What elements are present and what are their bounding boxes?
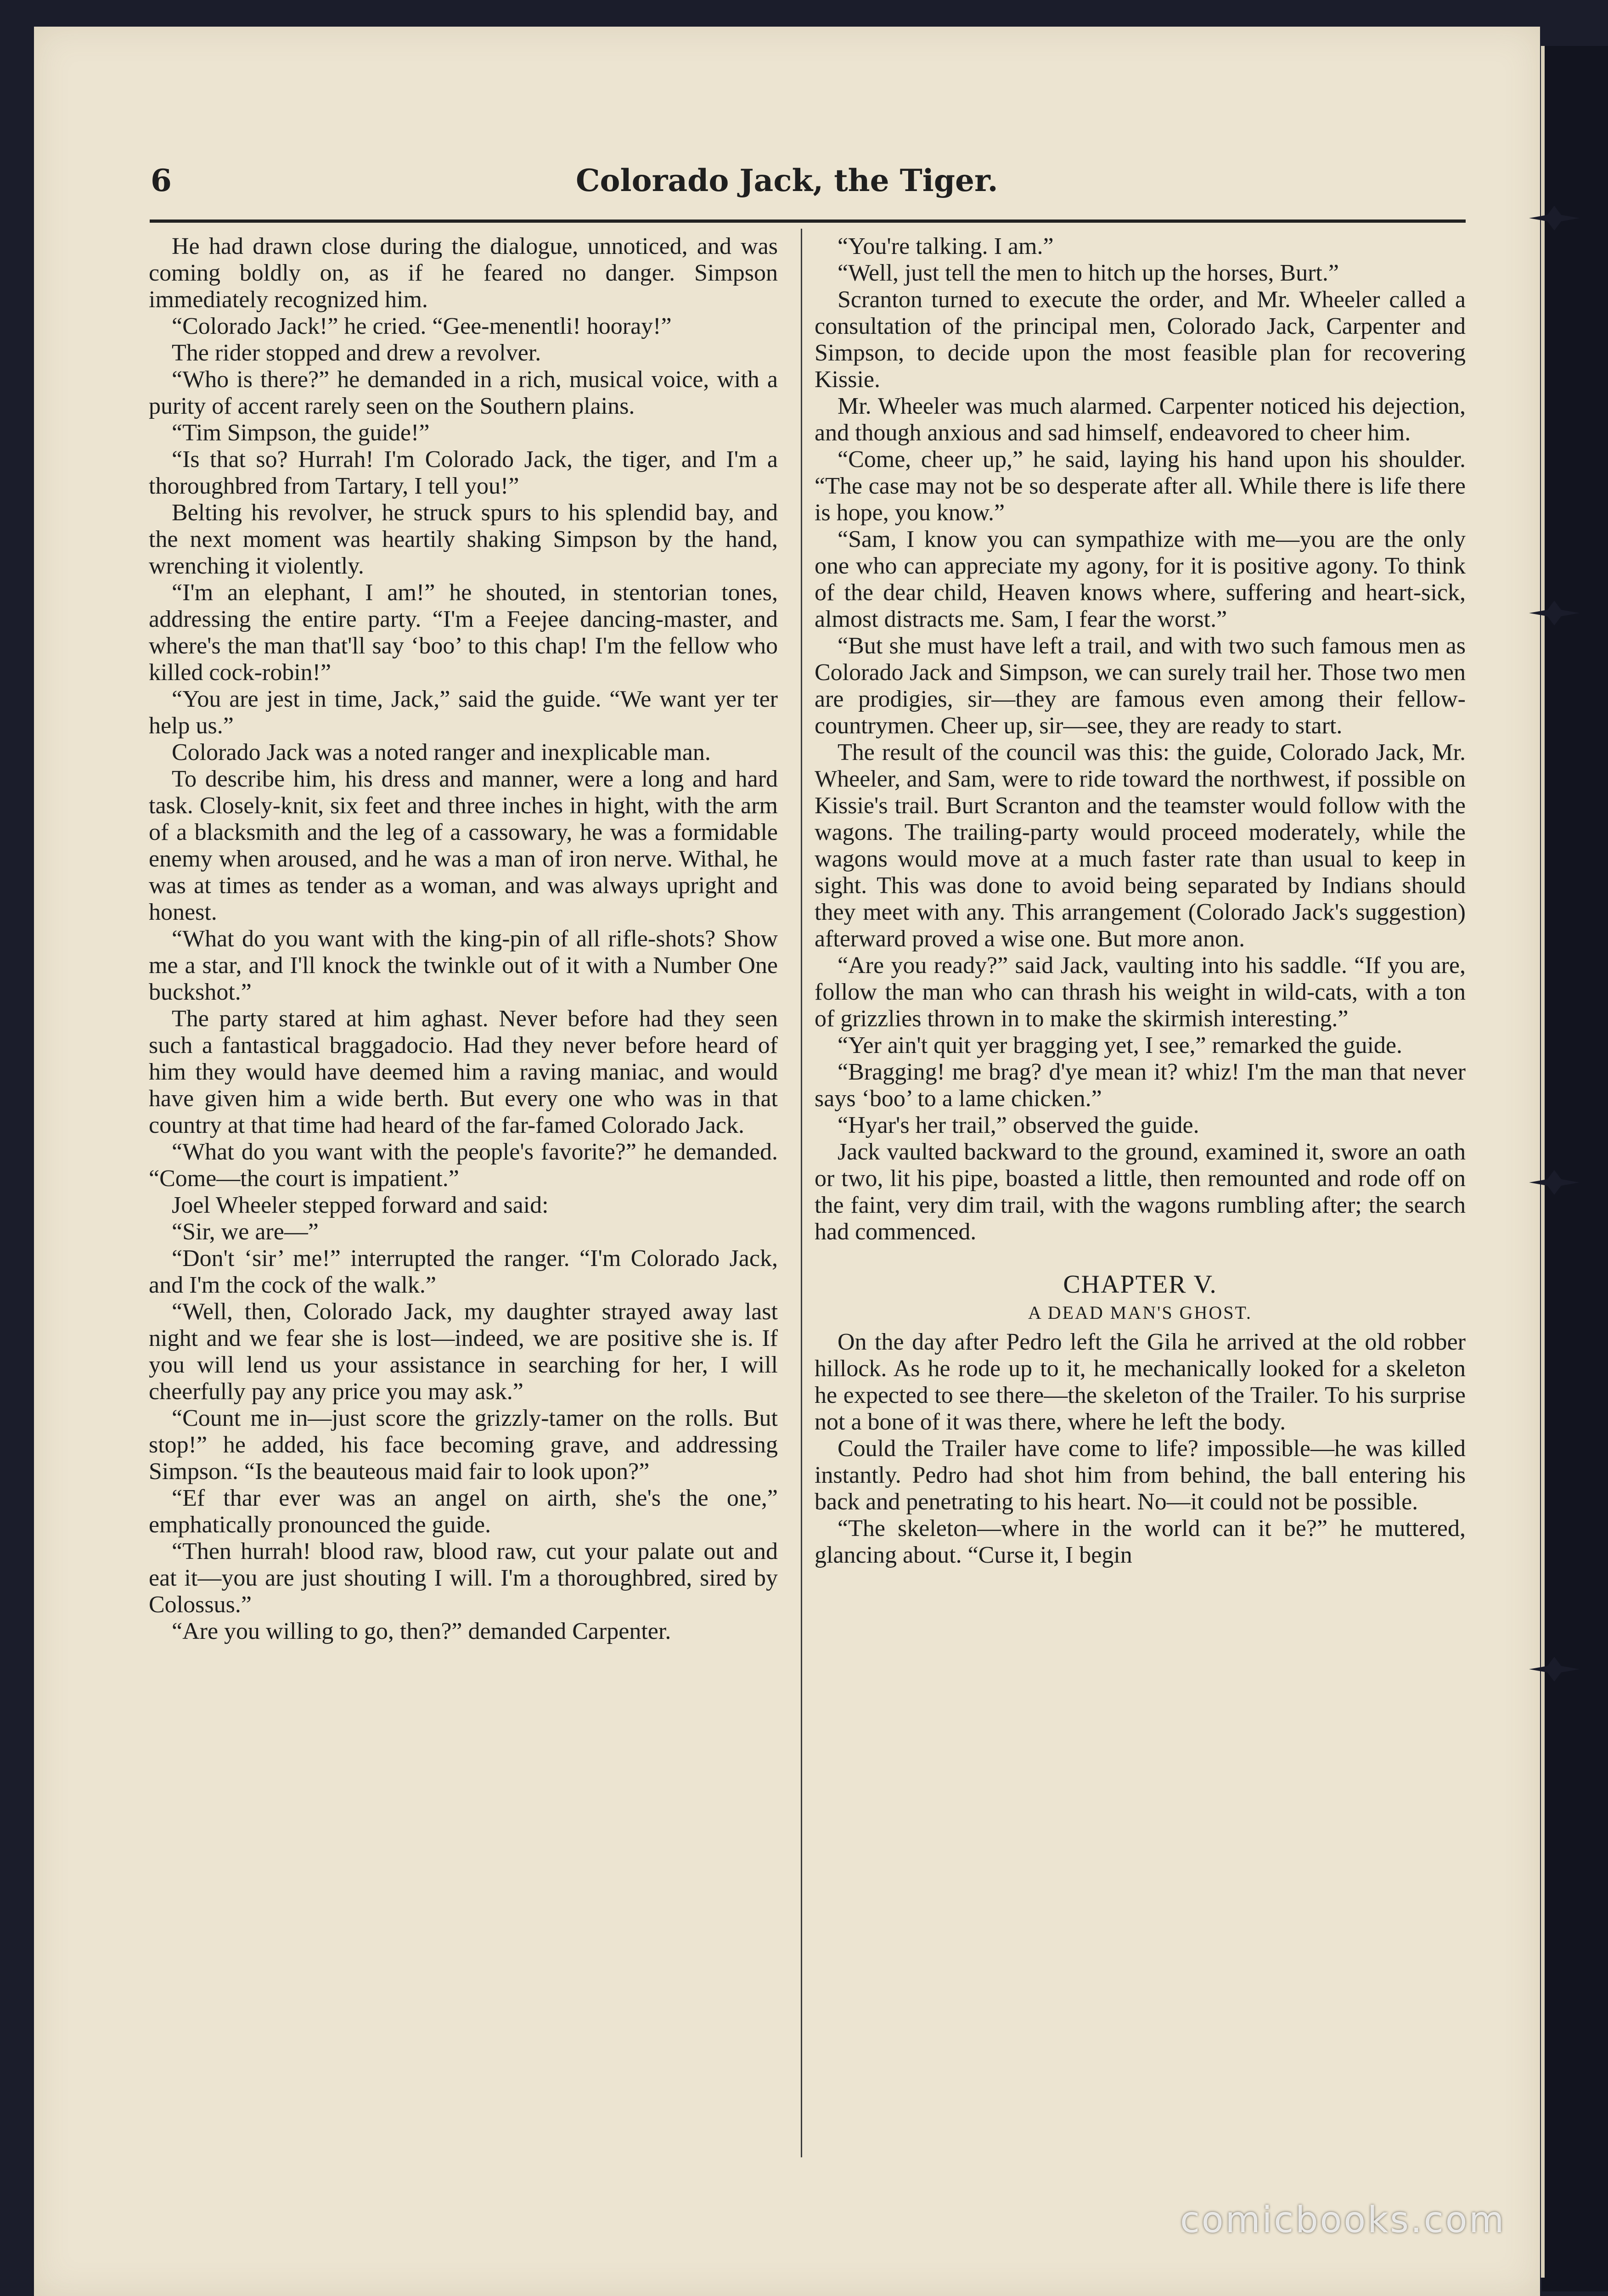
paragraph: “Is that so? Hurrah! I'm Colorado Jack, the tiger, and I'm a thoroughbred from Tartary, I tell you!” — [149, 446, 778, 499]
paragraph: “Colorado Jack!” he cried. “Gee-menentli! hooray!” — [172, 313, 672, 339]
watermark: comicbooks.com — [1180, 2200, 1506, 2241]
paragraph: Could the Trailer have come to life? impossible—he was killed instantly. Pedro had shot him from behind, the ball entering his back and penetrating to his heart. No—it could not be possible. — [815, 1435, 1466, 1515]
paragraph: “Sam, I know you can sympathize with me—you are the only one who can appreciate my agony, for it is positive agony. To think of the dear child, Heaven knows where, suffering and heart-sick, almost distracts me. Sam, I fear the worst.” — [815, 526, 1466, 632]
paragraph: “Then hurrah! blood raw, blood raw, cut your palate out and eat it—you are just shouting I will. I'm a thoroughbred, sired by Colossus.” — [149, 1538, 778, 1618]
paragraph: To describe him, his dress and manner, were a long and hard task. Closely-knit, six feet and three inches in hight, with the arm of a blacksmith and the leg of a cassowary, he was a formidable enemy when aroused, and he was a man of iron nerve. Withal, he was at times as tender as a woman, and was always upright and honest. — [149, 766, 778, 925]
paragraph: Mr. Wheeler was much alarmed. Carpenter noticed his dejection, and though anxious and sad himself, endeavored to cheer him. — [815, 393, 1466, 446]
column-rule — [801, 229, 802, 2157]
paragraph: Jack vaulted backward to the ground, examined it, swore an oath or two, lit his pipe, boasted a little, then remounted and rode off on the faint, very dim trail, with the wagons rumbling after; the search had commenced. — [815, 1139, 1466, 1245]
paragraph: Belting his revolver, he struck spurs to his splendid bay, and the next moment was heartily shaking Simpson by the hand, wrenching it violently. — [149, 500, 778, 579]
paragraph: “What do you want with the king-pin of all rifle-shots? Show me a star, and I'll knock the twinkle out of it with a Number One buckshot.” — [149, 926, 778, 1005]
paragraph: “You are jest in time, Jack,” said the guide. “We want yer ter help us.” — [149, 686, 778, 739]
paragraph: “Bragging! me brag? d'ye mean it? whiz! I'm the man that never says ‘boo’ to a lame chicken.” — [815, 1059, 1466, 1112]
page-number: 6 — [151, 163, 172, 198]
left-column — [149, 233, 778, 2245]
paragraph: The result of the council was this: the guide, Colorado Jack, Mr. Wheeler, and Sam, were to ride toward the northwest, if possible on Kissie's trail. Burt Scranton and the teamster would follow with the wagons. The trailing-party would proceed moderately, while the wagons would move at a much faster rate than usual to keep in sight. This was done to avoid being separated by Indians should they meet with any. This arrangement (Colorado Jack's suggestion) afterward proved a wise one. But more anon. — [815, 739, 1466, 952]
paragraph: “What do you want with the people's favorite?” he demanded. “Come—the court is impatient.” — [149, 1139, 778, 1192]
paragraph: “I'm an elephant, I am!” he shouted, in stentorian tones, addressing the entire party. “I'm a Feejee dancing-master, and where's the man that'll say ‘boo’ to this chap! I'm the fellow who killed cock-robin!” — [149, 580, 778, 686]
chapter-subtitle: A DEAD MAN'S GHOST. — [1028, 1302, 1252, 1323]
staple-icon — [1529, 1166, 1580, 1199]
paragraph: “But she must have left a trail, and with two such famous men as Colorado Jack and Simpson, we can surely trail her. Those two men are prodigies, sir—they are famous even among their fellow-countrymen. Cheer up, sir—see, they are ready to start. — [815, 633, 1466, 739]
newspaper-page — [34, 27, 1540, 2296]
header-rule — [150, 219, 1466, 223]
paragraph: “Come, cheer up,” he said, laying his hand upon his shoulder. “The case may not be so desperate after all. While there is life there is hope, you know.” — [815, 446, 1466, 526]
paragraph: The party stared at him aghast. Never before had they seen such a fantastical braggadocio. Had they never before heard of him they would have deemed him a raving maniac, and would have given him a wide berth. But every one who was in that country at that time had heard of the far-famed Colorado Jack. — [149, 1006, 778, 1138]
binding-edge — [1541, 46, 1545, 2278]
paragraph: “Yer ain't quit yer bragging yet, I see,” remarked the guide. — [838, 1032, 1402, 1058]
paragraph: “Hyar's her trail,” observed the guide. — [838, 1112, 1199, 1138]
paragraph: “Ef thar ever was an angel on airth, she's the one,” emphatically pronounced the guide. — [149, 1485, 778, 1538]
paragraph: On the day after Pedro left the Gila he arrived at the old robber hillock. As he rode up to it, he mechanically looked for a skeleton he expected to see there—the skeleton of the Trailer. To his surprise not a bone of it was there, where he left the body. — [815, 1329, 1466, 1435]
paragraph: “Well, just tell the men to hitch up the horses, Burt.” — [838, 260, 1339, 286]
paragraph: He had drawn close during the dialogue, unnoticed, and was coming boldly on, as if he feared no danger. Simpson immediately recognized him. — [149, 233, 778, 313]
staple-icon — [1529, 597, 1580, 629]
paragraph: “The skeleton—where in the world can it be?” he muttered, glancing about. “Curse it, I begin — [815, 1515, 1466, 1568]
paragraph: “Well, then, Colorado Jack, my daughter strayed away last night and we fear she is lost—indeed, we are positive she is. If you will lend us your assistance in searching for her, I will cheerfully pay any price you may ask.” — [149, 1299, 778, 1405]
chapter-title: CHAPTER V. — [1063, 1270, 1217, 1299]
paragraph: “Don't ‘sir’ me!” interrupted the ranger. “I'm Colorado Jack, and I'm the cock of the walk.” — [149, 1245, 778, 1298]
paragraph: “Sir, we are—” — [172, 1219, 319, 1245]
staple-icon — [1529, 202, 1580, 234]
paragraph: “Are you willing to go, then?” demanded Carpenter. — [172, 1618, 671, 1644]
paragraph: “Tim Simpson, the guide!” — [172, 420, 430, 446]
paragraph: “Count me in—just score the grizzly-tamer on the rolls. But stop!” he added, his face becoming grave, and addressing Simpson. “Is the beauteous maid fair to look upon?” — [149, 1405, 778, 1485]
running-title: Colorado Jack, the Tiger. — [576, 163, 998, 198]
paragraph: “Who is there?” he demanded in a rich, musical voice, with a purity of accent rarely seen on the Southern plains. — [149, 366, 778, 419]
paragraph: Joel Wheeler stepped forward and said: — [172, 1192, 549, 1218]
paragraph: “Are you ready?” said Jack, vaulting into his saddle. “If you are, follow the man who can thrash his weight in wild-cats, with a ton of grizzlies thrown in to make the skirmish interesting.” — [815, 952, 1466, 1032]
paragraph: “You're talking. I am.” — [838, 233, 1054, 259]
staple-icon — [1529, 1653, 1580, 1685]
paragraph: Colorado Jack was a noted ranger and inexplicable man. — [172, 739, 711, 765]
right-column — [815, 233, 1466, 2245]
paragraph: Scranton turned to execute the order, and Mr. Wheeler called a consultation of the principal men, Colorado Jack, Carpenter and Simpson, to decide upon the most feasible plan for recovering Kissie. — [815, 287, 1466, 393]
paragraph: The rider stopped and drew a revolver. — [172, 340, 541, 366]
